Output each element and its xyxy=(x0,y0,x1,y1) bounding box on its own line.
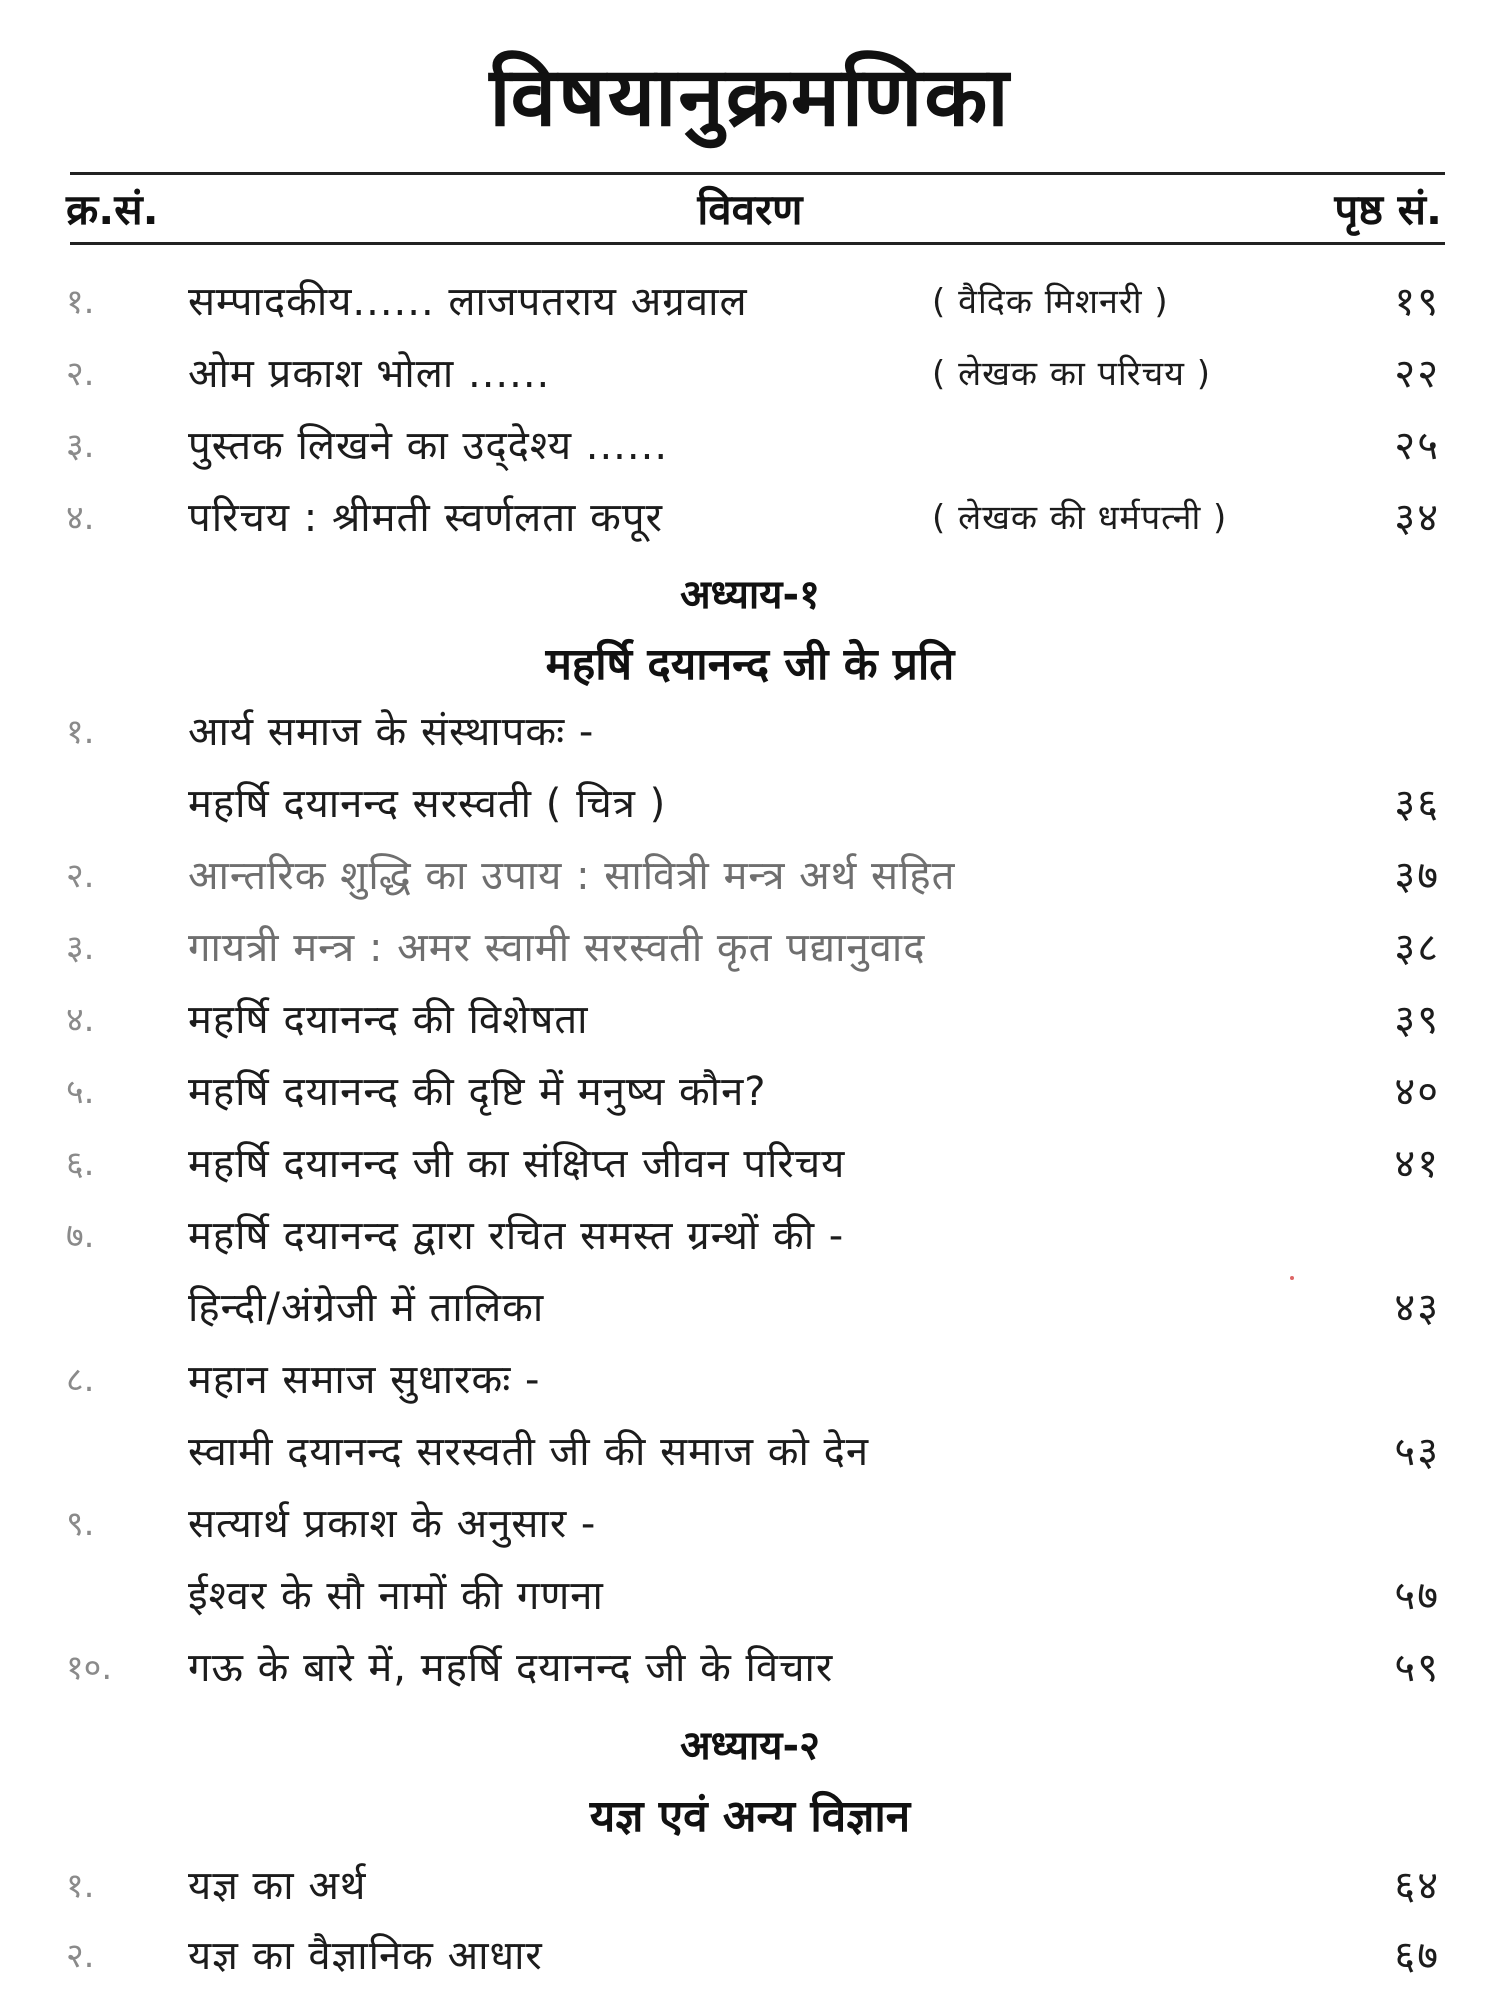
entry-number: २. xyxy=(66,1936,95,1976)
entry-number: १०. xyxy=(66,1648,113,1688)
contents-entry xyxy=(0,1926,1500,1986)
entry-page: ३६ xyxy=(1394,781,1440,827)
contents-entry xyxy=(0,1062,1500,1122)
entry-page: २२ xyxy=(1394,351,1440,397)
entry-title: गऊ के बारे में, महर्षि दयानन्द जी के विचार xyxy=(188,1645,834,1691)
entry-number: ४. xyxy=(66,1000,95,1040)
contents-entry xyxy=(0,344,1500,404)
contents-entry-continued xyxy=(0,1566,1500,1626)
page-title: विषयानुक्रमणिका xyxy=(489,50,1011,145)
entry-page: ५७ xyxy=(1394,1573,1440,1619)
contents-entry xyxy=(0,1134,1500,1194)
entry-page: ४१ xyxy=(1394,1141,1440,1187)
entry-number: ३. xyxy=(66,928,95,968)
entry-page: ५९ xyxy=(1394,1645,1440,1691)
entry-title: पुस्तक लिखने का उद्‌देश्य ...... xyxy=(188,423,669,469)
contents-entry-continued xyxy=(0,774,1500,834)
entry-page: ६७ xyxy=(1394,1933,1440,1979)
entry-note: ( लेखक का परिचय ) xyxy=(932,354,1211,394)
entry-title: आन्तरिक शुद्धि का उपाय : सावित्री मन्त्र अर्थ सहित xyxy=(188,853,956,899)
contents-entry xyxy=(0,488,1500,548)
serial-column-header: क्र.सं. xyxy=(66,185,159,234)
entry-title: महर्षि दयानन्द की दृष्टि में मनुष्य कौन? xyxy=(188,1069,767,1115)
contents-entry xyxy=(0,272,1500,332)
entry-note: ( लेखक की धर्मपत्नी ) xyxy=(932,498,1228,538)
entry-page: ३७ xyxy=(1394,853,1440,899)
page-column-header: पृष्ठ सं. xyxy=(1334,185,1442,234)
entry-note: ( वैदिक मिशनरी ) xyxy=(932,282,1169,322)
entry-title: महर्षि दयानन्द जी का संक्षिप्त जीवन परिचय xyxy=(188,1141,846,1187)
contents-entry xyxy=(0,416,1500,476)
entry-number: ७. xyxy=(66,1216,95,1256)
ink-speck xyxy=(1290,1276,1294,1280)
entry-title: आर्य समाज के संस्थापकः - xyxy=(188,709,595,755)
entry-number: ३. xyxy=(66,426,95,466)
entry-number: २. xyxy=(66,856,95,896)
entry-title: महर्षि दयानन्द की विशेषता xyxy=(188,997,589,1043)
contents-entry xyxy=(0,846,1500,906)
description-column-header: विवरण xyxy=(697,185,803,234)
contents-entry xyxy=(0,702,1500,762)
contents-entry xyxy=(0,1206,1500,1266)
entry-title: महर्षि दयानन्द सरस्वती ( चित्र ) xyxy=(188,781,667,827)
entry-title: गायत्री मन्त्र : अमर स्वामी सरस्वती कृत पद्यानुवाद xyxy=(188,925,926,971)
entry-title: सम्पादकीय...... लाजपतराय अग्रवाल xyxy=(188,279,748,325)
contents-entry-continued xyxy=(0,1422,1500,1482)
contents-entry xyxy=(0,1856,1500,1916)
entry-title: स्वामी दयानन्द सरस्वती जी की समाज को देन xyxy=(188,1429,870,1475)
contents-entry xyxy=(0,918,1500,978)
entry-number: ८. xyxy=(66,1360,95,1400)
entry-page: ३४ xyxy=(1394,495,1440,541)
chapter-2-subheading: यज्ञ एवं अन्य विज्ञान xyxy=(589,1791,911,1842)
entry-page: २५ xyxy=(1394,423,1440,469)
chapter-1-subheading: महर्षि दयानन्द जी के प्रति xyxy=(545,639,955,690)
entry-number: १. xyxy=(66,282,95,322)
entry-number: ९. xyxy=(66,1504,95,1544)
entry-page: ३९ xyxy=(1394,997,1440,1043)
entry-page: ६४ xyxy=(1394,1863,1440,1909)
entry-title: सत्यार्थ प्रकाश के अनुसार - xyxy=(188,1501,597,1547)
entry-number: १. xyxy=(66,712,95,752)
entry-title: यज्ञ का वैज्ञानिक आधार xyxy=(188,1933,543,1979)
entry-page: ३८ xyxy=(1394,925,1440,971)
entry-number: ५. xyxy=(66,1072,95,1112)
entry-title: यज्ञ का अर्थ xyxy=(188,1863,367,1909)
entry-page: ४३ xyxy=(1394,1285,1440,1331)
entry-page: ५३ xyxy=(1394,1429,1440,1475)
entry-title: महर्षि दयानन्द द्वारा रचित समस्त ग्रन्थों की - xyxy=(188,1213,845,1259)
contents-entry xyxy=(0,1638,1500,1698)
contents-entry xyxy=(0,1494,1500,1554)
entry-number: १. xyxy=(66,1866,95,1906)
entry-title: परिचय : श्रीमती स्वर्णलता कपूर xyxy=(188,495,663,541)
entry-number: २. xyxy=(66,354,95,394)
entry-title: महान समाज सुधारकः - xyxy=(188,1357,541,1403)
entry-title: ईश्वर के सौ नामों की गणना xyxy=(188,1573,604,1619)
entry-title: हिन्दी/अंग्रेजी में तालिका xyxy=(188,1285,545,1331)
contents-entry xyxy=(0,1350,1500,1410)
contents-entry-continued xyxy=(0,1278,1500,1338)
contents-entry xyxy=(0,990,1500,1050)
header-top-rule xyxy=(70,172,1445,175)
entry-page: ४० xyxy=(1394,1069,1440,1115)
chapter-2-heading: अध्याय-२ xyxy=(680,1723,820,1769)
header-bottom-rule xyxy=(70,242,1445,245)
chapter-1-heading: अध्याय-१ xyxy=(680,572,820,618)
entry-title: ओम प्रकाश भोला ...... xyxy=(188,351,551,397)
entry-page: १९ xyxy=(1394,279,1440,325)
entry-number: ६. xyxy=(66,1144,95,1184)
entry-number: ४. xyxy=(66,498,95,538)
